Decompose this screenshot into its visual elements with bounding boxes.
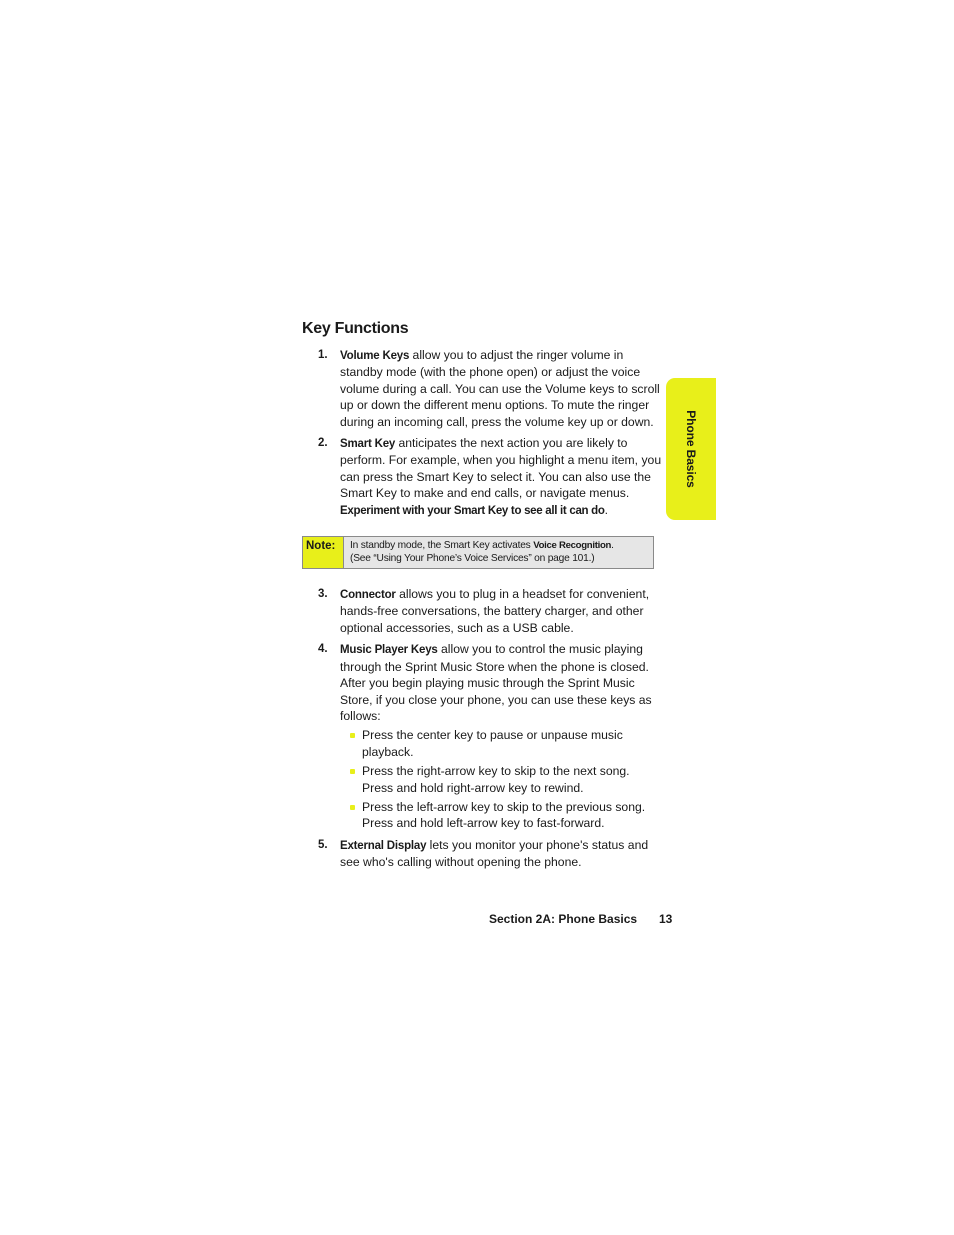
bullet-icon [350,733,355,738]
item-text: allows you to plug in a headset for convenient, hands-free conversations, the battery charger, and other optional accessories, such as a USB cable. [340,587,650,635]
note-body [344,537,653,568]
item-term: Smart Key [340,438,396,451]
footer-section-title: Section 2A: Phone Basics [489,912,638,926]
item-number: 2. [318,437,328,450]
list-item-volume-keys [302,347,662,430]
item-text: anticipates the next action you are likely to perform. For example, when you highlight a menu item, you can press the Smart Key to select it. You can also use the Smart Key to make and end calls, or navigate menus. [340,436,662,501]
item-number: 4. [318,643,328,656]
sublist-item-text: Press the left-arrow key to skip to the previous song. Press and hold left-arrow key to fast-forward. [362,799,646,831]
side-tab-label: Phone Basics [684,410,698,488]
note-box [302,536,654,569]
page-footer [489,912,672,926]
page-number: 13 [659,912,673,926]
item-emphasis: Experiment with your Smart Key to see all it can do [340,504,605,517]
note-reference: (See “Using Your Phone’s Voice Services” on page 101.) [350,553,595,565]
item-number: 5. [318,838,328,851]
list-item-connector [302,586,662,636]
sublist-item [340,727,662,760]
note-text: In standby mode, the Smart Key activates [350,540,534,552]
item-term: Music Player Keys [340,644,438,657]
bullet-icon [350,805,355,810]
item-term: Connector [340,589,396,602]
sublist-item-text: Press the right-arrow key to skip to the next song. Press and hold right-arrow key to rewind. [362,764,630,795]
sublist-item [340,799,662,832]
note-strong: Voice Recognition [533,540,612,552]
sublist-item [340,763,662,796]
list-item-external-display [302,837,662,871]
note-label: Note: [303,537,344,568]
item-term: Volume Keys [340,350,410,362]
item-number: 3. [318,588,328,601]
key-functions-list [302,347,662,519]
key-functions-list-continued [302,586,662,871]
list-item-music-player-keys [302,641,662,831]
item-end: . [604,502,608,517]
note-text-after: . [611,540,614,552]
item-text: allow you to adjust the ringer volume in standby mode (with the phone open) or adjust the voice volume during a call. You can use the Volume keys to scroll up or down the different menu options. To mute the ringer during an incoming call, press the volume key up or down. [340,348,660,429]
item-term: External Display [340,839,427,852]
item-number: 1. [318,349,328,361]
item-text: allow you to control the music playing through the Sprint Music Store when the phone is closed. After you begin playing music through the Sprint Music Store, if you close your phone, you can use these keys as follows: [340,642,652,723]
page-content [302,318,662,876]
page-heading: Key Functions [302,320,409,337]
section-side-tab [666,378,716,520]
list-item-smart-key [302,435,662,519]
item-text: lets you monitor your phone's status and see who's calling without opening the phone. [340,837,649,870]
sublist-item-text: Press the center key to pause or unpause music playback. [362,728,623,759]
bullet-icon [350,769,355,774]
music-keys-sublist [340,727,662,831]
